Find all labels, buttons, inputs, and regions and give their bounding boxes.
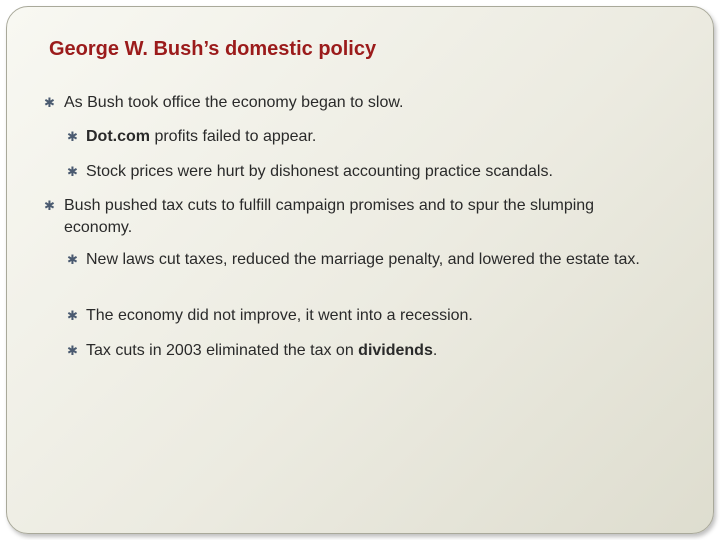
bullet-text: Bush pushed tax cuts to fulfill campaign promises and to spur the slumping economy. [64, 197, 595, 236]
star-bullet-icon: ✱ [44, 198, 55, 213]
sub-bullet-item [67, 126, 666, 148]
star-bullet-icon: ✱ [67, 164, 78, 179]
bullet-text: New laws cut taxes, reduced the marriage penalty, and lowered the estate tax. [86, 251, 640, 268]
bullet-text: The economy did not improve, it went into a recession. [86, 307, 473, 324]
star-bullet-icon: ✱ [67, 343, 78, 358]
sub-bullet-item [67, 249, 666, 271]
bullet-text: profits failed to appear. [150, 128, 317, 145]
bullet-bold-text: dividends [358, 342, 433, 359]
star-bullet-icon: ✱ [67, 252, 78, 267]
bullet-text: . [432, 342, 438, 359]
bullet-text: As Bush took office the economy began to slow. [64, 94, 404, 111]
sub-bullet-item [67, 161, 666, 183]
slide-title: George W. Bush’s domestic policy [49, 38, 377, 60]
bullet-text: Stock prices were hurt by dishonest accounting practice scandals. [86, 163, 553, 180]
bullet-bold-text: Dot.com [86, 128, 150, 145]
star-bullet-icon: ✱ [67, 129, 78, 144]
bullet-item [44, 92, 654, 114]
sub-bullet-item [67, 305, 666, 327]
star-bullet-icon: ✱ [44, 95, 55, 110]
bullet-text: Tax cuts in 2003 eliminated the tax on [86, 342, 359, 359]
sub-bullet-item [67, 340, 666, 362]
star-bullet-icon: ✱ [67, 308, 78, 323]
bullet-item [44, 195, 654, 239]
